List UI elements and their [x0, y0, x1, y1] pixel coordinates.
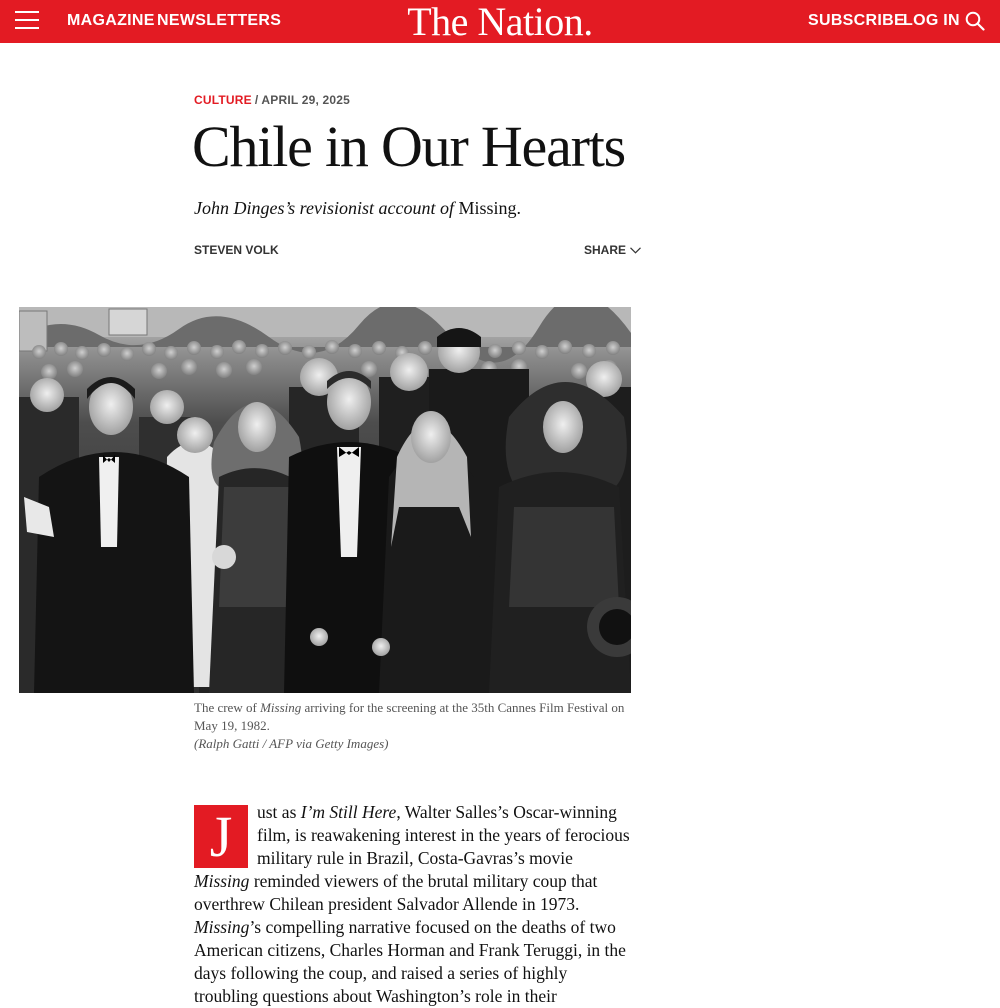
article-meta	[194, 93, 350, 107]
caption-text: arriving for the screening at the 35th Cannes Film Festival on May 19, 1982.	[194, 700, 625, 733]
share-label: SHARE	[584, 243, 627, 257]
dek-title: Missing.	[458, 198, 522, 218]
author-byline[interactable]: STEVEN VOLK	[194, 243, 279, 257]
section-link[interactable]: CULTURE	[194, 93, 252, 107]
nav-link-newsletters[interactable]: NEWSLETTERS	[157, 12, 282, 29]
body-text: ust as	[257, 802, 297, 822]
search-icon[interactable]	[965, 11, 985, 31]
article-title: Chile in Our Hearts	[192, 114, 626, 179]
film-title: I’m Still Here	[300, 802, 397, 822]
meta-separator: /	[254, 93, 259, 107]
site-logo[interactable]: The Nation.	[407, 0, 593, 44]
nav-link-subscribe[interactable]: SUBSCRIBE	[808, 12, 905, 29]
image-credit: (Ralph Gatti / AFP via Getty Images)	[194, 736, 389, 751]
body-text: , Walter Salles’s Oscar-winning film, is reawakening interest in the years of ferocious military rule in Brazil, Costa-Gavras’s movie	[257, 802, 630, 868]
article-paragraph	[194, 801, 631, 1008]
publish-date: APRIL 29, 2025	[261, 93, 351, 107]
body-text: reminded viewers of the brutal military coup that overthrew Chilean president Salvador Allende in 1973.	[194, 871, 598, 914]
article-body	[194, 801, 631, 1008]
chevron-down-icon	[630, 247, 641, 254]
article-dek	[194, 197, 521, 219]
dek-italic: John Dinges’s revisionist account of	[194, 198, 454, 218]
drop-cap: J	[194, 805, 248, 868]
body-text: ’s compelling narrative focused on the deaths of two American citizens, Charles Horman and Frank Teruggi, in the days following the coup, and raised a series of highly troubling questions about Washington’s role in their	[194, 917, 626, 1006]
film-title: Missing	[194, 917, 250, 937]
nav-link-magazine[interactable]: MAGAZINE	[67, 12, 155, 29]
nav-link-login[interactable]: LOG IN	[903, 12, 960, 29]
site-header	[0, 0, 1000, 43]
caption-prefix: The crew of	[194, 700, 257, 715]
photo-illustration	[19, 307, 631, 693]
image-caption	[194, 699, 634, 753]
share-button[interactable]	[584, 243, 641, 257]
caption-film-title: Missing	[260, 700, 302, 715]
film-title: Missing	[194, 871, 250, 891]
article-hero-image	[19, 307, 631, 693]
